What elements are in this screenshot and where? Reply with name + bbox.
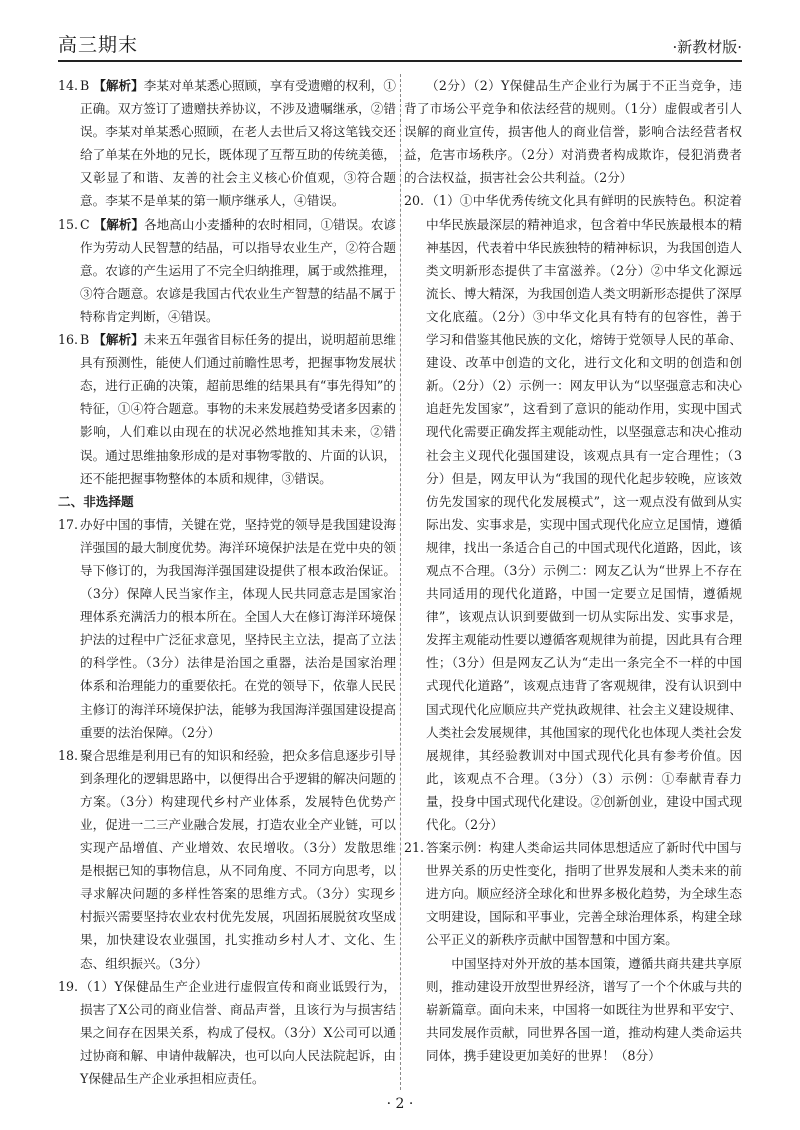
answer-item [404, 836, 742, 951]
answer-text: 办好中国的事情，关键在党，坚持党的领导是我国建设海洋强国的最大制度优势。海洋环境保护法是在党中央的领导下修订的，为我国海洋强国建设提供了根本政治保证。（3分）保障人民当家作主，体现人民共同意志是国家治理体系充满活力的根本所在。全国人大在修订海洋环境保护法的过程中广泛征求意见，坚持民主立法，提高了立法的科学性。（3分）法律是治国之重器，法治是国家治理体系和治理能力的重要依托。在党的领导下，依靠人民民主修订的海洋环境保护法，能够为我国海洋强国建设提高重要的法治保障。（2分） [80, 516, 396, 740]
header-title: 高三期末 [58, 34, 139, 56]
answer-body [80, 74, 396, 213]
analysis-tag: 【解析】 [93, 332, 144, 348]
answer-text: （1）①中华优秀传统文化具有鲜明的民族特色。积淀着中华民族最深层的精神追求，包含着中华民族最根本的精神基因，代表着中华民族独特的精神标识，为我国创造人类文明新形态提供了丰富滋养。（2分）②中华文化源远流长、博大精深，为我国创造人类文明新形态提供了深厚文化底蕴。（2分）③中华文化具有特有的包容性，善于学习和借鉴其他民族的文化，熔铸于党领导人民的革命、建设、改革中创造的文化，进行文化和文明的创造和创新。（2分）（2）示例一：网友甲认为“以坚强意志和决心追赶先发国家”，这看到了意识的能动作用，实现中国式现代化需要正确发挥主观能动性，以坚强意志和决心推动社会主义现代化强国建设，该观点具有一定合理性；（3分）但是，网友甲认为“我国的现代化起步较晚，应该效仿先发国家的现代化发展模式”，这一观点没有做到从实际出发、实事求是，实现中国式现代化应立足国情，遵循规律，找出一条适合自己的中国式现代化道路，因此，该观点不合理。（3分）示例二：网友乙认为“世界上不存在共同适用的现代化道路，中国一定要立足国情，遵循规律”，该观点认识到要做到一切从实际出发、实事求是，发挥主观能动性要以遵循客观规律为前提，因此具有合理性；（3分）但是网友乙认为“走出一条完全不一样的中国式现代化道路”，该观点违背了客观规律，没有认识到中国式现代化应顺应共产党执政规律、社会主义建设规律、人类社会发展规律，其他国家的现代化也体现人类社会发展规律，其经验教训对中国式现代化具有参考价值。因此，该观点不合理。（3分）（3）示例：①奉献青春力量，投身中国式现代化建设。②创新创业，建设中国式现代化。（2分） [426, 193, 742, 832]
page-number: · 2 · [386, 1096, 414, 1112]
answer-item [58, 744, 396, 975]
answer-body [426, 836, 742, 951]
right-column [404, 74, 742, 1090]
answer-item [404, 189, 742, 836]
answer-body [80, 328, 396, 490]
answer-text: （1）Y保健品生产企业进行虚假宣传和商业诋毁行为，损害了X公司的商业信誉、商品声誉，且该行为与损害结果之间存在因果关系，构成了侵权。（3分）X公司可以通过协商和解、申请仲裁解决，也可以向人民法院起诉，由Y保健品生产企业承担相应责任。 [80, 978, 396, 1087]
column-divider [400, 74, 401, 1090]
answer-text: 李某对单某悉心照顾，享有受遗赠的权利，①正确。双方签订了遗赠扶养协议，不涉及遗嘱继承，②错误。李某对单某悉心照顾，在老人去世后又将这笔钱交还给了单某在外地的兄长，既体现了互帮互助的传统美德，又彰显了和谐、友善的社会主义核心价值观，③符合题意。李某不是单某的第一顺序继承人，④错误。 [80, 78, 397, 209]
section-heading: 二、非选择题 [58, 493, 134, 509]
answer-text: （2分）（2）Y保健品生产企业行为属于不正当竞争，违背了市场公平竞争和依法经营的规则。（1分）虚假或者引人误解的商业宣传，损害他人的商业信誉，影响合法经营者权益，危害市场秩序。（2分）对消费者构成欺诈，侵犯消费者的合法权益，损害社会公共利益。（2分） [404, 78, 742, 186]
answer-choice: B [80, 78, 94, 93]
page-header [58, 22, 742, 62]
question-number: 17. [58, 516, 79, 532]
analysis-tag: 【解析】 [93, 216, 145, 232]
answer-text: 聚合思维是利用已有的知识和经验，把众多信息逐步引导到条理化的逻辑思路中，以便得出合乎逻辑的解决问题的方案。（3分）构建现代乡村产业体系，发展特色优势产业，促进一二三产业融合发展，打造农业全产业链，可以实现产品增值、产业增效、农民增收。（3分）发散思维是根据已知的事物信息，从不同角度、不同方向思考，以寻求解决问题的多样性答案的思维方式。（3分）实现乡村振兴需要坚持农业农村优先发展，巩固拓展脱贫攻坚成果，加快建设农业强国，扎实推动乡村人才、文化、生态、组织振兴。（3分） [80, 747, 396, 971]
question-number: 15. [58, 216, 79, 232]
answer-body [404, 78, 742, 185]
left-column [58, 74, 396, 1090]
answer-item [58, 213, 396, 328]
question-number: 16. [58, 332, 79, 348]
answer-item [58, 975, 396, 1090]
answer-body [426, 189, 742, 836]
question-number: 21. [404, 840, 425, 856]
answer-item [58, 513, 396, 744]
answer-item [58, 74, 396, 213]
answer-item [404, 74, 742, 189]
answer-body [80, 975, 396, 1090]
answer-text: 答案示例：构建人类命运共同体思想适应了新时代中国与世界关系的历史性变化，指明了世界发展和人类未来的前进方向。顺应经济全球化和世界多极化趋势，为全球生态文明建设，国际和平事业，完善全球治理体系，构建全球公平正义的新秩序贡献中国智慧和中国方案。 [426, 840, 742, 948]
answer-paragraph: 中国坚持对外开放的基本国策，遵循共商共建共享原则，推动建设开放型世界经济，谱写了一个个休戚与共的崭新篇章。面向未来，中国将一如既往为世界和平安宁、共同发展作贡献，同世界各国一道，推动构建人类命运共同体，携手建设更加美好的世界！（8分） [426, 955, 742, 1063]
header-edition: ·新教材版· [672, 38, 742, 56]
question-number: 18. [58, 747, 79, 763]
question-number: 19. [58, 978, 79, 994]
answer-item [58, 328, 396, 490]
analysis-tag: 【解析】 [93, 78, 144, 93]
answer-text: 未来五年强省目标任务的提出，说明超前思维具有预测性，能使人们通过前瞻性思考，把握事物发展状态，进行正确的决策，超前思维的结果具有“事先得知”的特征，①④符合题意。事物的未来发展趋势受诸多因素的影响，人们难以由现在的状况必然地推知其未来，②错误。通过思维抽象形成的是对事物零散的、片面的认识，还不能把握事物整体的本质和规律，③错误。 [80, 332, 397, 486]
answer-body [80, 513, 396, 744]
question-number: 20. [404, 193, 425, 209]
answer-body [80, 213, 396, 328]
answer-body [80, 744, 396, 975]
answer-choice: C [80, 216, 94, 232]
answer-text: 各地高山小麦播种的农时相同，①错误。农谚作为劳动人民智慧的结晶，可以指导农业生产，②符合题意。农谚的产生运用了不完全归纳推理，属于或然推理，③符合题意。农谚是我国古代农业生产智慧的结晶不属于特称肯定判断，④错误。 [80, 216, 397, 324]
answer-choice: B [80, 332, 94, 348]
question-number: 14. [58, 78, 79, 93]
